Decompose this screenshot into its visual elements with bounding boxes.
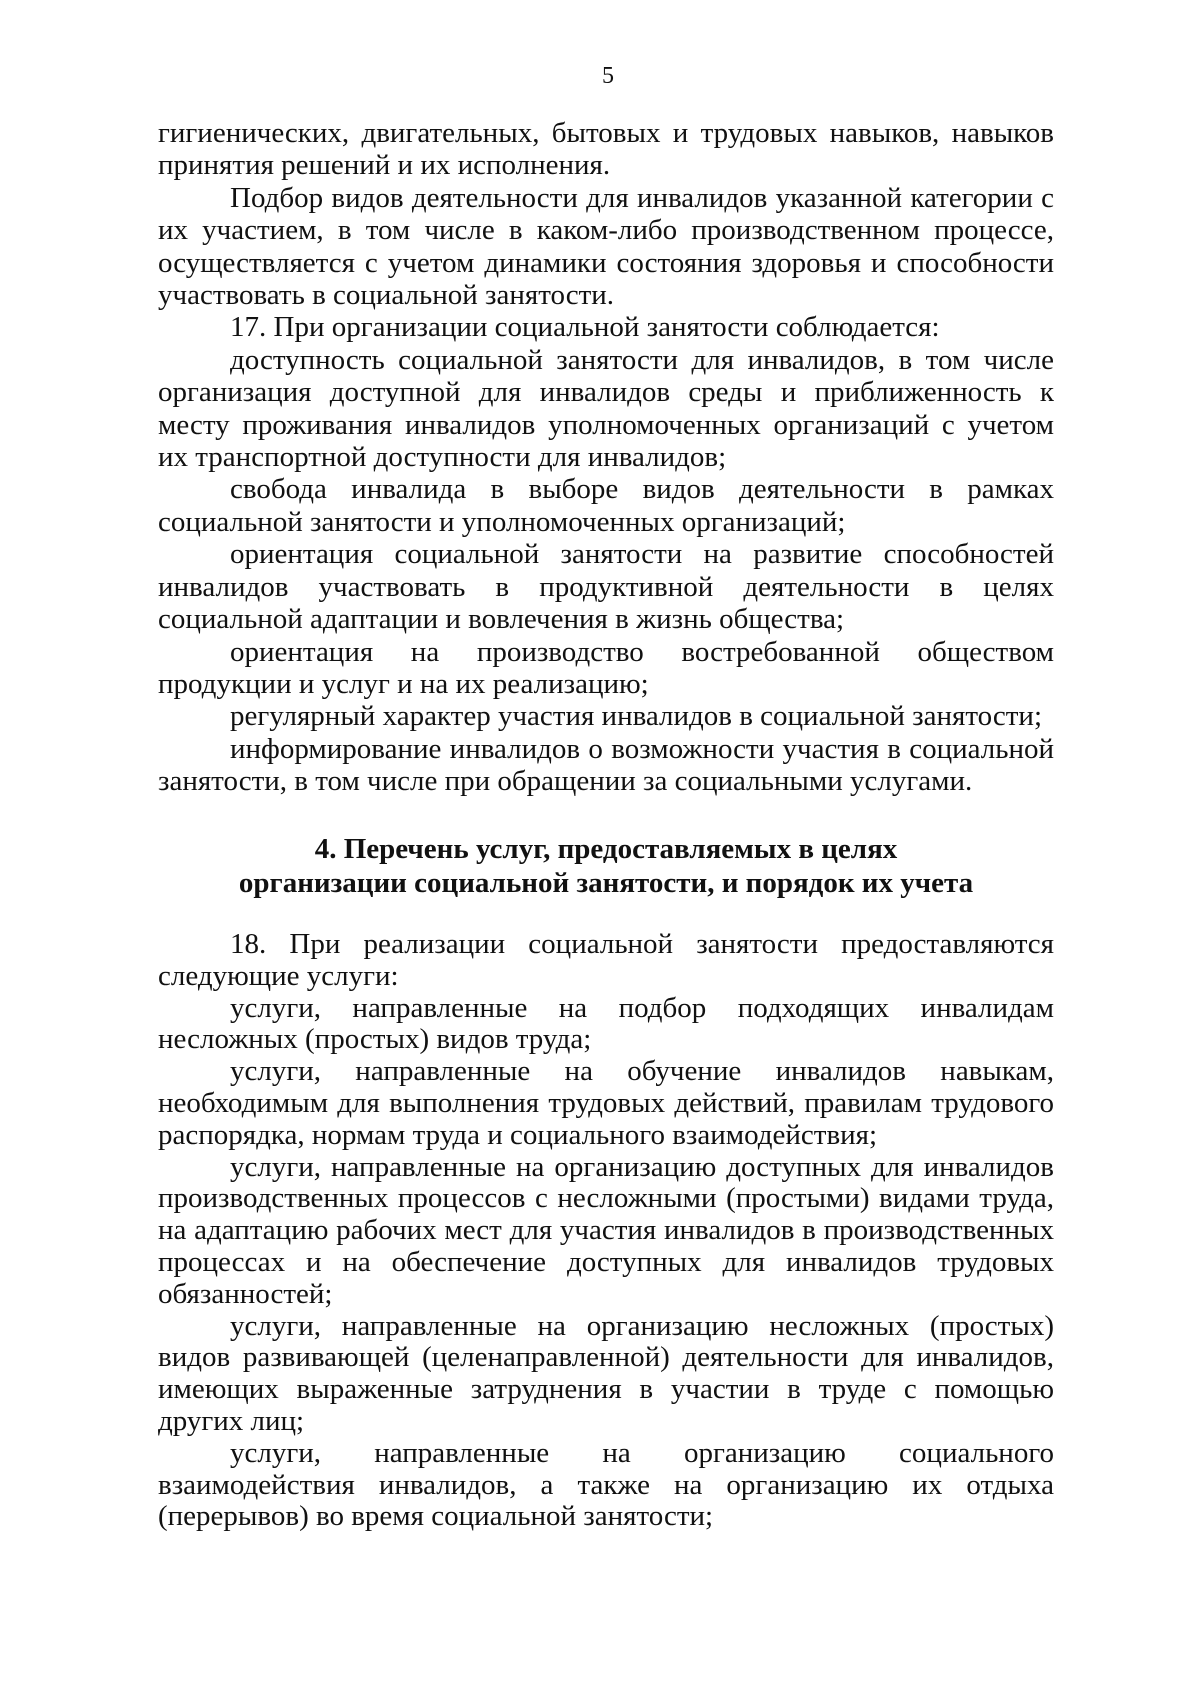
section-heading-line: 4. Перечень услуг, предоставляемых в целях [314, 833, 898, 865]
paragraph: услуги, направленные на обучение инвалидов навыкам, необходимым для выполнения трудовых действий, правилам трудового распорядка, нормам труда и социального взаимодействия; [158, 1055, 1054, 1151]
paragraph: информирование инвалидов о возможности участия в социальной занятости, в том числе при обращении за социальными услугами. [158, 732, 1054, 798]
paragraph: ориентация социальной занятости на развитие способностей инвалидов участвовать в продуктивной деятельности в целях социальной адаптации и вовлечения в жизнь общества; [158, 538, 1054, 636]
paragraph: 17. При организации социальной занятости соблюдается: [230, 311, 940, 344]
paragraph: услуги, направленные на подбор подходящих инвалидам несложных (простых) видов труда; [158, 991, 1054, 1056]
page-number: 5 [602, 63, 614, 89]
text-block-top [158, 117, 1054, 798]
paragraph: услуги, направленные на организацию доступных для инвалидов производственных процессов с несложными (простыми) видами труда, на адаптацию рабочих мест для участия инвалидов в производственных процессах и на обеспечение доступных для инвалидов трудовых обязанностей; [158, 1150, 1054, 1310]
paragraph: Подбор видов деятельности для инвалидов указанной категории с их участием, в том числе в каком-либо производственном процессе, осуществляется с учетом динамики состояния здоровья и способности участвовать в социальной занятости. [158, 181, 1054, 312]
text-block-bottom [158, 929, 1054, 1533]
paragraph: свобода инвалида в выборе видов деятельности в рамках социальной занятости и уполномоченных организаций; [158, 473, 1054, 538]
paragraph: ориентация на производство востребованной обществом продукции и услуг и на их реализацию; [158, 635, 1054, 700]
paragraph: доступность социальной занятости для инвалидов, в том числе организация доступной для инвалидов среды и приближенность к месту проживания инвалидов уполномоченных организаций с учетом их транспортной доступности для инвалидов; [158, 343, 1054, 474]
paragraph: услуги, направленные на организацию социального взаимодействия инвалидов, а также на организацию их отдыха (перерывов) во время социальной занятости; [158, 1436, 1054, 1533]
paragraph: регулярный характер участия инвалидов в социальной занятости; [230, 700, 1042, 733]
paragraph: 18. При реализации социальной занятости предоставляются следующие услуги: [158, 928, 1054, 992]
paragraph: услуги, направленные на организацию несложных (простых) видов развивающей (целенаправленной) деятельности для инвалидов, имеющих выраженные затруднения в участии в труде с помощью других лиц; [158, 1309, 1054, 1437]
section-heading-line: организации социальной занятости, и порядок их учета [238, 867, 974, 899]
section-heading [158, 832, 1054, 900]
paragraph: гигиенических, двигательных, бытовых и трудовых навыков, навыков принятия решений и их исполнения. [158, 117, 1054, 182]
